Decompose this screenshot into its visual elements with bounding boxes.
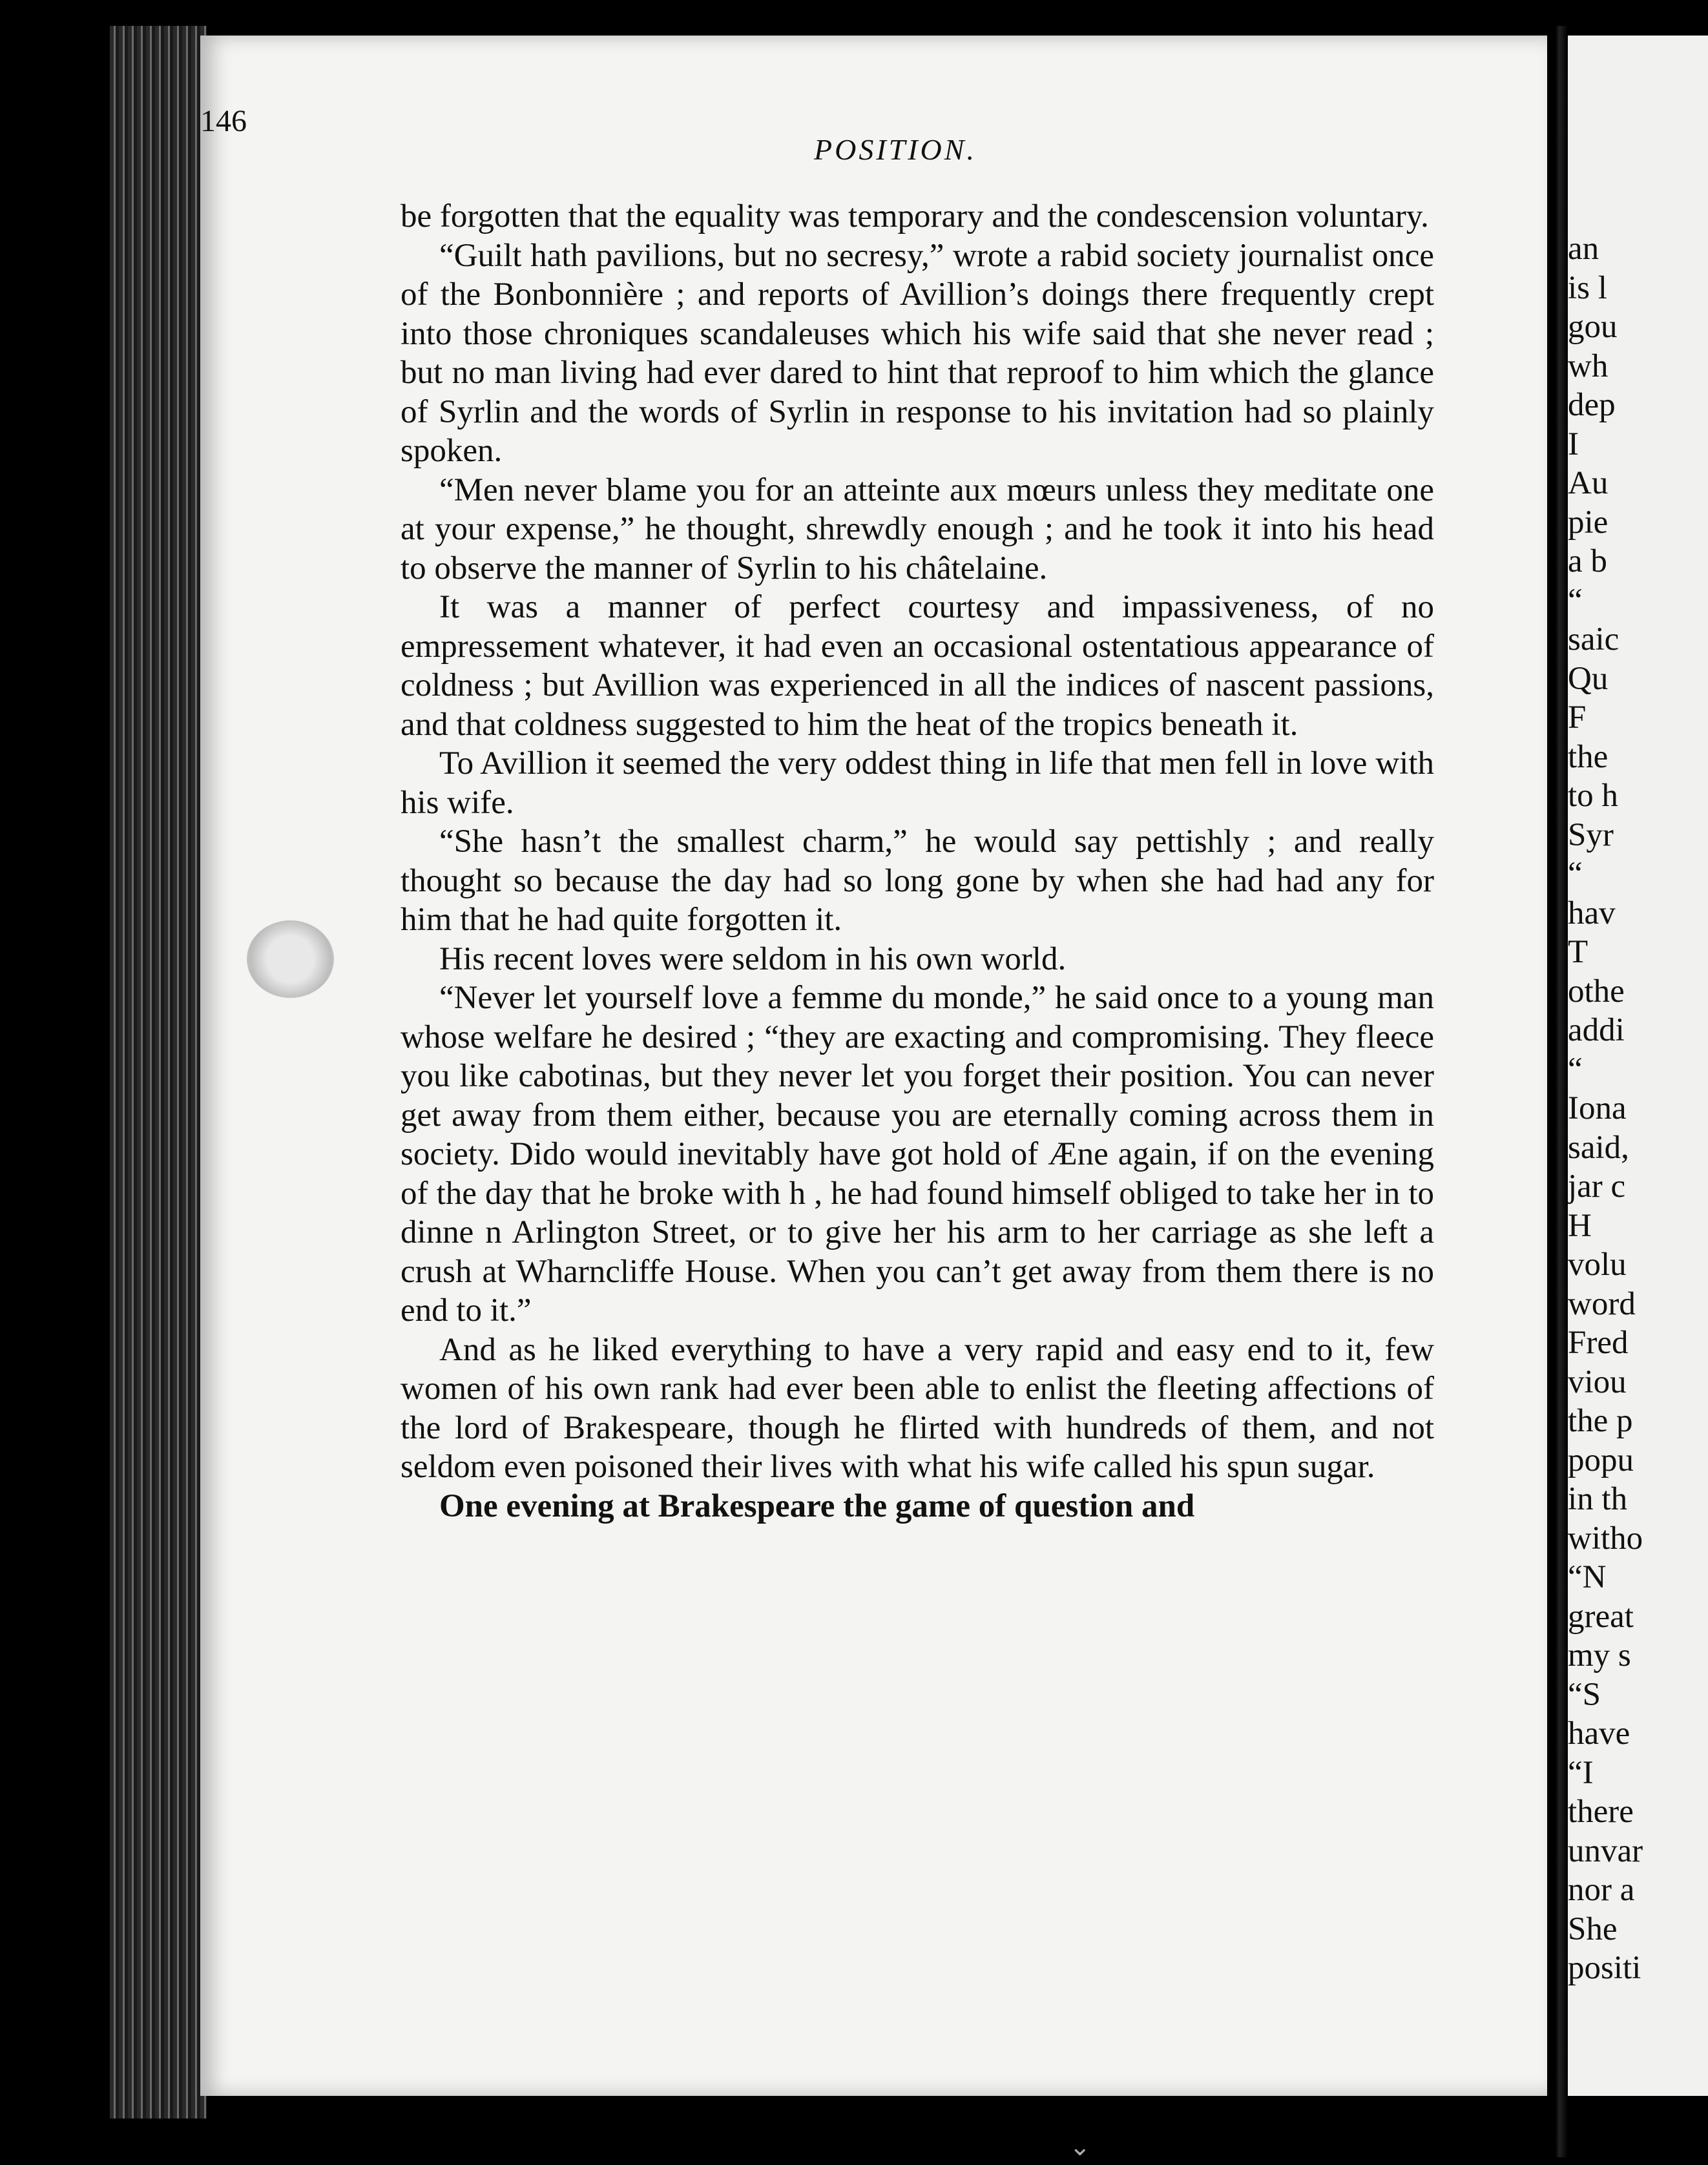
paragraph: “Men never blame you for an atteinte aux mœurs unless they meditate one at your expense,” he thought, shrewdly enough ; and he took it into his head to observe the manner of Syrlin to his châtelaine. — [401, 471, 1434, 586]
fragment-line: popu — [1568, 1442, 1634, 1478]
right-page-fragments — [1568, 229, 1708, 1988]
fragment-line: Fred — [1568, 1325, 1629, 1361]
fragment-line: viou — [1568, 1363, 1627, 1400]
fragment-line: great — [1568, 1598, 1634, 1635]
fragment-line: word — [1568, 1285, 1636, 1322]
fragment-line: have — [1568, 1715, 1630, 1752]
paragraph: “Never let yourself love a femme du monde,” he said once to a young man whose welfare he desired ; “they are exacting and compromising. They fleece you like cabotinas, but they never let you forget their position. You can never get away from them either, because you are eternally coming across them in society. Dido would inevitably have got hold of Æne again, if on the evening of the day that he broke with h , he had found himself obliged to take her in to dinne n Arlington Street, or to give her his arm to her carriage as she left a crush at Wharncliffe House. When you can’t get away from them there is no end to it.” — [401, 980, 1434, 1329]
paragraph: His recent loves were seldom in his own world. — [439, 940, 1067, 977]
fragment-line: pie — [1568, 504, 1609, 541]
fragment-line: there — [1568, 1794, 1634, 1830]
paragraph: It was a manner of perfect courtesy and impassiveness, of no empressement whatever, it had even an occasional ostentatious appearance of coldness ; but Avillion was experienced in all the indices of nascent passions, and that coldness suggested to him the heat of the tropics beneath it. — [401, 589, 1434, 743]
fragment-line: a b — [1568, 543, 1607, 579]
fragment-line: dep — [1568, 387, 1616, 423]
paragraph: “She hasn’t the smallest charm,” he would say pettishly ; and really thought so because the day had so long gone by when she had had any for him that he had quite forgotten it. — [401, 824, 1434, 938]
fragment-line: I — [1568, 426, 1579, 462]
fragment-line: Au — [1568, 465, 1609, 501]
paragraph: “Guilt hath pavilions, but no secresy,” wrote a rabid society journalist once of the Bonbonnière ; and reports of Avillion’s doings there frequently crept into those chroniques scandaleuses which his wife said that she never read ; but no man living had ever dared to hint that reproof to him which the glance of Syrlin and the words of Syrlin in response to his invitation had so plainly spoken. — [401, 237, 1434, 469]
fragment-line: “ — [1568, 856, 1583, 892]
fragment-line: “S — [1568, 1676, 1601, 1713]
fragment-line: saic — [1568, 621, 1619, 658]
fragment-line: unvar — [1568, 1832, 1643, 1869]
fragment-line: in th — [1568, 1481, 1628, 1517]
fragment-line: my s — [1568, 1637, 1631, 1673]
body-text — [401, 197, 1434, 1526]
fragment-line: is l — [1568, 269, 1607, 306]
paper-stain — [247, 920, 334, 998]
running-head: POSITION. — [814, 133, 977, 166]
fragment-line: jar c — [1568, 1168, 1626, 1205]
fragment-line: wh — [1568, 347, 1609, 384]
fragment-line: an — [1568, 231, 1599, 267]
fragment-line: said, — [1568, 1129, 1629, 1166]
paragraph: To Avillion it seemed the very oddest thing in life that men fell in love with his wife. — [401, 745, 1434, 821]
fragment-line: hav — [1568, 895, 1616, 931]
paragraph: be forgotten that the equality was temporary and the condescension voluntary. — [401, 198, 1429, 234]
fragment-line: H — [1568, 1207, 1592, 1244]
fragment-line: the p — [1568, 1403, 1633, 1439]
fragment-line: to h — [1568, 778, 1618, 814]
chevron-down-icon: ⌄ — [1069, 2132, 1091, 2161]
fragment-line: “I — [1568, 1754, 1594, 1791]
page-number: 146 — [200, 104, 247, 138]
book-gutter — [1547, 26, 1568, 2157]
fragment-line: positi — [1568, 1950, 1641, 1986]
right-page-edge — [1568, 36, 1708, 2096]
paragraph: And as he liked everything to have a very rapid and easy end to it, few women of his own rank had ever been able to enlist the fleeting affections of the lord of Brakespeare, though he flirted with hundreds of them, and not seldom even poisoned their lives with what his wife called his spun sugar. — [401, 1331, 1434, 1485]
fragment-line: addi — [1568, 1012, 1625, 1048]
fragment-line: Qu — [1568, 660, 1609, 697]
fragment-line: T — [1568, 934, 1588, 970]
fragment-line: “ — [1568, 1051, 1583, 1088]
fragment-line: F — [1568, 699, 1587, 736]
fragment-line: She — [1568, 1911, 1618, 1947]
fragment-line: the — [1568, 738, 1609, 775]
fragment-line: othe — [1568, 973, 1625, 1010]
book-page-edges — [110, 26, 207, 2118]
fragment-line: witho — [1568, 1520, 1643, 1557]
paragraph: One evening at Brakespeare the game of question and — [439, 1487, 1195, 1524]
fragment-line: nor a — [1568, 1872, 1635, 1908]
fragment-line: Iona — [1568, 1090, 1627, 1126]
fragment-line: gou — [1568, 309, 1618, 345]
fragment-line: “N — [1568, 1559, 1607, 1595]
fragment-line: “ — [1568, 582, 1583, 619]
fragment-line: Syr — [1568, 816, 1614, 853]
fragment-line: volu — [1568, 1247, 1627, 1283]
